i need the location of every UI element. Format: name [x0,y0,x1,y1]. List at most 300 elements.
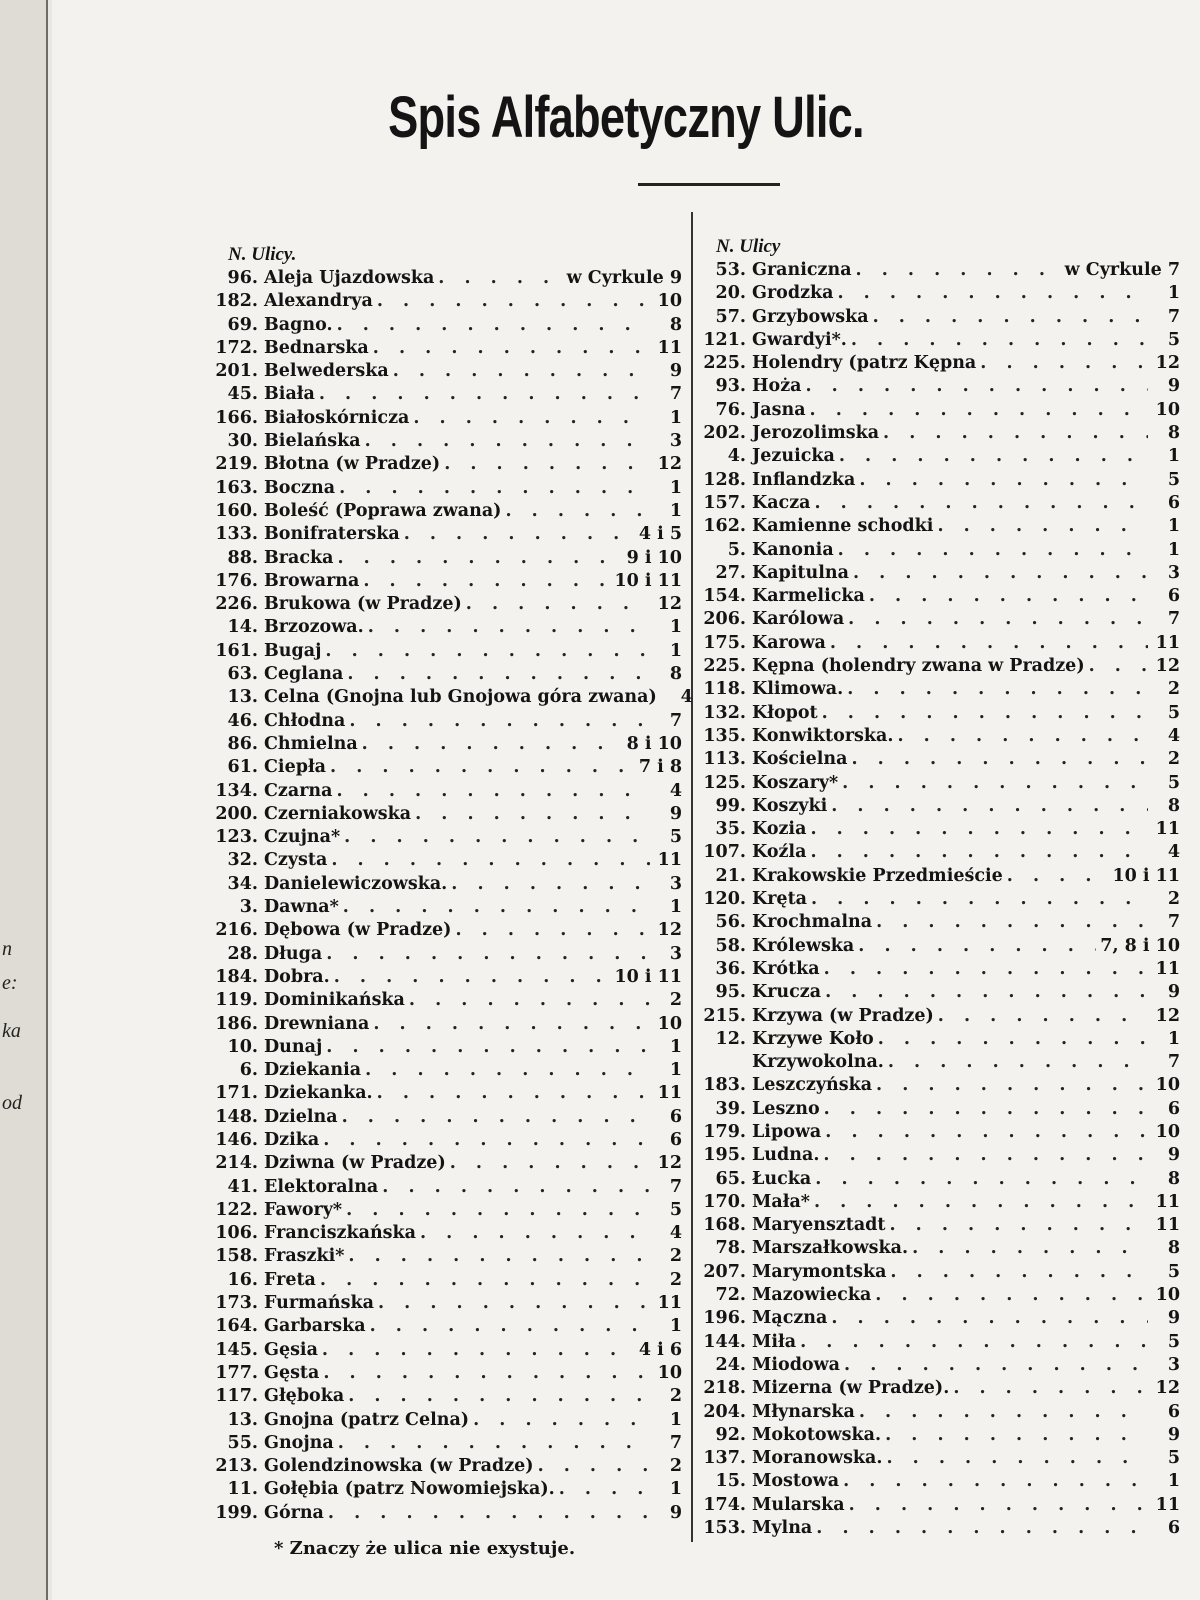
leader-dots [869,586,1148,606]
street-name: Belwederska [264,361,389,382]
leader-dots [455,920,650,940]
street-number: 225. [703,656,746,677]
leader-dots [848,609,1148,629]
street-name: Mała* [752,1191,810,1212]
leader-dots [831,1308,1148,1328]
street-name: Chłodna [264,710,346,731]
leader-dots [1089,656,1148,676]
leader-dots [842,773,1148,793]
street-name: Błotna (w Pradze) [264,454,441,475]
street-name: Dębowa (w Pradze) [264,920,452,941]
street-number: 34. [227,873,258,894]
street-number: 21. [715,865,746,886]
cyrkul-number: 9 [669,361,682,382]
street-number: 183. [703,1075,746,1096]
leader-dots [831,796,1148,816]
leader-dots [326,944,650,964]
street-name: Koźla [752,842,807,863]
leader-dots [559,1479,650,1499]
street-entry [700,1052,1180,1075]
street-entry [700,540,1180,563]
leader-dots [853,563,1148,583]
cyrkul-number: 1 [669,640,682,661]
street-number: 133. [215,524,258,545]
street-number: 99. [715,795,746,816]
street-entry [212,501,682,524]
street-number: 153. [703,1518,746,1539]
street-name: Alexandrya [264,291,373,312]
street-name: Karowa [752,632,826,653]
leader-dots [409,990,650,1010]
street-number: 170. [703,1191,746,1212]
cyrkul-number: 8 [1167,795,1180,816]
street-number: 201. [215,361,258,382]
street-number: 76. [715,399,746,420]
cyrkul-number: 7 [1167,609,1180,630]
street-entry [212,711,682,734]
street-number: 216. [215,920,258,941]
street-entry [700,423,1180,446]
leader-dots [319,384,650,404]
cyrkul-number: 1 [669,1036,682,1057]
street-name: Dzika [264,1129,320,1150]
street-name: Moranowska. [752,1448,883,1469]
street-number: 53. [715,260,746,280]
street-name: Kręta [752,889,807,910]
cyrkul-number: 6 [1167,586,1180,607]
street-name: Głęboka [264,1386,345,1407]
cyrkul-number: 10 [657,1362,682,1383]
street-number: 57. [715,306,746,327]
margin-fragment: e: [2,972,18,994]
leader-dots [843,1471,1148,1491]
street-name: Drewniana [264,1013,370,1034]
street-name: Mylna [752,1518,813,1539]
street-entry [212,384,682,407]
street-entry [212,1410,682,1433]
street-entry [212,338,682,361]
street-name: Leszczyńska [752,1075,873,1096]
street-name: Dobra. [264,966,330,987]
street-number: 219. [215,454,258,475]
street-number: 55. [227,1432,258,1453]
street-entry [700,1099,1180,1122]
street-entry [212,1153,682,1176]
street-name: Miodowa [752,1354,841,1375]
street-name: Dziwna (w Pradze) [264,1153,446,1174]
cyrkul-number: 4 [680,687,693,708]
street-entry [212,641,682,664]
street-entry [212,617,682,640]
cyrkul-number: 3 [669,873,682,894]
street-name: Gęsta [264,1362,320,1383]
street-entry [212,1456,682,1479]
cyrkul-number: 1 [1167,516,1180,537]
cyrkul-number: 3 [1167,562,1180,583]
leader-dots [444,454,650,474]
street-name: Mokotowska. [752,1424,882,1445]
street-number: 184. [215,966,258,987]
street-entry [700,516,1180,539]
street-number: 204. [703,1401,746,1422]
street-entry [700,1122,1180,1145]
cyrkul-number: 7 [669,384,682,405]
street-number: 30. [227,431,258,452]
street-entry [700,400,1180,423]
street-number: 128. [703,469,746,490]
street-number: 106. [215,1223,258,1244]
cyrkul-number: 10 i 11 [614,570,682,591]
street-entry [700,1169,1180,1192]
left-street-list [212,268,693,1526]
street-number: 174. [703,1494,746,1515]
street-name: Bracka [264,547,334,568]
cyrkul-number: 3 [1167,1354,1180,1375]
cyrkul-number: 1 [1167,446,1180,467]
leader-dots [856,260,1061,280]
cyrkul-number: 4 [1167,725,1180,746]
street-number: 27. [715,562,746,583]
leader-dots [450,1153,650,1173]
cyrkul-number: 2 [669,1456,682,1477]
cyrkul-number: 2 [1167,889,1180,910]
leader-dots [338,1433,650,1453]
cyrkul-number: 11 [1155,1191,1180,1212]
cyrkul-number: 6 [1167,1518,1180,1539]
cyrkul-number: 11 [657,850,682,871]
street-name: Dziekanka. [264,1083,373,1104]
leader-dots [800,1332,1148,1352]
street-name: Królewska [752,935,855,956]
cyrkul-number: 8 [1167,1168,1180,1189]
street-entry [212,431,682,454]
cyrkul-number: 11 [657,1293,682,1314]
cyrkul-number: 4 [669,780,682,801]
street-name: Karólowa [752,609,845,630]
cyrkul-number: 9 [1167,1145,1180,1166]
leader-dots [337,548,622,568]
leader-dots [415,804,650,824]
street-name: Bednarska [264,337,369,358]
street-number: 61. [227,757,258,778]
street-entry [212,291,682,314]
street-name: Jezuicka [752,446,835,467]
street-name: Bugaj [264,640,322,661]
street-name: Ludna. [752,1145,820,1166]
street-name: Lipowa [752,1121,822,1142]
street-number: 125. [703,772,746,793]
street-number: 199. [215,1502,258,1523]
leader-dots [505,501,650,521]
street-name: Kanonia [752,539,834,560]
street-name: Dunaj [264,1036,323,1057]
leader-dots [413,408,650,428]
street-name: Gnojna [264,1432,334,1453]
street-number: 163. [215,477,258,498]
cyrkul-number: 2 [669,1386,682,1407]
street-number: 6. [239,1060,258,1081]
street-name: Czerniakowska [264,803,412,824]
street-name: Dominikańska [264,990,405,1011]
street-entry [700,1075,1180,1098]
street-entry [700,1215,1180,1238]
street-number: 63. [227,664,258,685]
leader-dots [365,431,650,451]
cyrkul-number: 12 [657,594,682,615]
cyrkul-number: 6 [1167,1401,1180,1422]
leader-dots [897,726,1148,746]
street-entry [212,990,682,1013]
street-entry [700,773,1180,796]
cyrkul-number: 9 i 10 [626,547,682,568]
cyrkul-number: 8 [669,314,682,335]
street-entry [700,563,1180,586]
street-number: 86. [227,733,258,754]
street-name: Czysta [264,850,328,871]
street-entry [700,493,1180,516]
leader-dots [466,594,650,614]
leader-dots [343,897,650,917]
street-number: 214. [215,1153,258,1174]
leader-dots [873,307,1148,327]
leader-dots [883,423,1148,443]
street-number: 146. [215,1129,258,1150]
street-number: 202. [703,423,746,444]
street-name: Łucka [752,1168,812,1189]
cyrkul-number: 1 [669,897,682,918]
street-number: 166. [215,407,258,428]
street-name: Celna (Gnojna lub Gnojowa góra zwana) [264,687,657,708]
street-number: 123. [215,827,258,848]
street-entry [700,1448,1180,1471]
leader-dots [810,400,1148,420]
street-entry [212,897,682,920]
cyrkul-number: 3 [669,431,682,452]
street-number: 121. [703,329,746,350]
leader-dots [839,446,1148,466]
street-number: 175. [703,632,746,653]
street-number: 162. [703,516,746,537]
cyrkul-number: 12 [657,454,682,475]
cyrkul-number: w Cyrkule 9 [566,268,682,288]
street-number: 72. [715,1285,746,1306]
leader-dots [404,524,635,544]
cyrkul-number: 5 [1167,1261,1180,1282]
cyrkul-number: 10 [1155,399,1180,420]
street-number: 45. [227,384,258,405]
street-entry [700,633,1180,656]
cyrkul-number: 6 [669,1129,682,1150]
leader-dots [334,967,611,987]
street-entry [700,1332,1180,1355]
street-name: Brzozowa. [264,617,364,638]
leader-dots [844,1355,1148,1375]
street-number: 122. [215,1199,258,1220]
street-name: Furmańska [264,1293,374,1314]
leader-dots [810,819,1148,839]
street-number: 15. [715,1471,746,1492]
street-name: Koszary* [752,772,839,793]
leader-dots [346,1200,650,1220]
cyrkul-number: 1 [669,1060,682,1081]
leader-dots [859,1402,1148,1422]
street-number: 107. [703,842,746,863]
street-entry [700,1192,1180,1215]
street-name: Górna [264,1502,324,1523]
leader-dots [886,1448,1148,1468]
street-entry [212,361,682,384]
street-entry [700,889,1180,912]
right-column-header: N. Ulicy [716,236,781,257]
street-name: Ciepła [264,757,327,778]
cyrkul-number: 7 i 8 [638,757,682,778]
leader-dots [373,338,650,358]
street-name: Mularska [752,1494,845,1515]
footnote: * Znaczy że ulica nie exystuje. [274,1538,576,1559]
street-name: Mizerna (w Pradze). [752,1378,950,1399]
street-entry [700,936,1180,959]
street-name: Kościelna [752,749,848,770]
street-number: 168. [703,1215,746,1236]
street-entry [700,842,1180,865]
margin-fragment: ka [2,1020,21,1042]
leader-dots [805,376,1148,396]
street-number: 137. [703,1448,746,1469]
cyrkul-number: 1 [1167,283,1180,304]
street-entry [700,1006,1180,1029]
leader-dots [875,1285,1148,1305]
street-entry [212,967,682,990]
leader-dots [339,478,650,498]
street-name: Graniczna [752,260,852,280]
street-number: 145. [215,1339,258,1360]
street-name: Krzywokolna. [752,1052,884,1073]
street-name: Kozia [752,819,807,840]
street-name: Ceglana [264,664,344,685]
cyrkul-number: 1 [669,500,682,521]
street-entry [700,656,1180,679]
cyrkul-number: 11 [1155,632,1180,653]
leader-dots [349,711,650,731]
street-entry [212,268,682,291]
cyrkul-number: 8 i 10 [626,733,682,754]
street-entry [700,1285,1180,1308]
leader-dots [815,1169,1148,1189]
street-entry [700,1378,1180,1401]
street-entry [212,734,682,757]
leader-dots [378,1293,650,1313]
cyrkul-number: 8 [669,664,682,685]
cyrkul-number: 5 [669,1199,682,1220]
leader-dots [337,781,651,801]
street-entry [700,679,1180,702]
cyrkul-number: 7 [1167,306,1180,327]
street-entry [700,1495,1180,1518]
cyrkul-number: 1 [1167,539,1180,560]
street-number: 13. [227,1409,258,1430]
cyrkul-number: w Cyrkule 7 [1064,260,1180,280]
street-name: Fraszki* [264,1246,345,1267]
street-name: Młynarska [752,1401,855,1422]
cyrkul-number: 9 [669,803,682,824]
street-entry [212,524,682,547]
street-number: 134. [215,780,258,801]
cyrkul-number: 5 [1167,469,1180,490]
street-name: Danielewiczowska. [264,873,448,894]
street-name: Dawna* [264,897,339,918]
street-number: 144. [703,1331,746,1352]
street-name: Garbarska [264,1316,366,1337]
cyrkul-number: 7 [1167,1052,1180,1073]
street-number: 186. [215,1013,258,1034]
street-number: 14. [227,617,258,638]
street-number: 132. [703,702,746,723]
cyrkul-number: 4 [1167,842,1180,863]
street-name: Krucza [752,982,822,1003]
cyrkul-number: 11 [1155,1215,1180,1236]
street-entry [212,804,682,827]
street-name: Karmelicka [752,586,865,607]
street-entry [212,1246,682,1269]
street-entry [212,594,682,617]
street-number: 32. [227,850,258,871]
street-name: Bielańska [264,431,361,452]
leader-dots [344,827,650,847]
street-number: 154. [703,586,746,607]
leader-dots [393,361,650,381]
street-number: 96. [227,268,258,288]
street-number: 182. [215,291,258,312]
street-entry [212,1014,682,1037]
street-number: 157. [703,492,746,513]
street-number: 36. [715,958,746,979]
street-number: 118. [703,679,746,700]
street-name: Brukowa (w Pradze) [264,594,462,615]
street-name: Długa [264,943,323,964]
street-entry [212,548,682,571]
street-name: Browarna [264,570,360,591]
street-number: 113. [703,749,746,770]
leader-dots [328,1503,650,1523]
cyrkul-number: 9 [669,1502,682,1523]
cyrkul-number: 2 [1167,679,1180,700]
street-number: 92. [715,1424,746,1445]
street-entry [212,1340,682,1363]
cyrkul-number: 6 [669,1106,682,1127]
leader-dots [885,1425,1148,1445]
cyrkul-number: 10 [657,291,682,312]
street-entry [212,687,693,710]
leader-dots [851,330,1148,350]
street-entry [700,912,1180,935]
street-number: 41. [227,1176,258,1197]
street-name: Aleja Ujazdowska [264,268,435,288]
cyrkul-number: 10 i 11 [1112,865,1180,886]
street-name: Dziekania [264,1060,362,1081]
street-number: 135. [703,725,746,746]
cyrkul-number: 11 [657,337,682,358]
street-entry [212,850,682,873]
cyrkul-number: 10 [1155,1285,1180,1306]
leader-dots [824,959,1148,979]
street-number: 88. [227,547,258,568]
leader-dots [814,493,1148,513]
street-number: 179. [703,1121,746,1142]
street-entry [700,959,1180,982]
leader-dots [347,664,650,684]
street-entry [212,920,682,943]
cyrkul-number: 9 [1167,982,1180,1003]
